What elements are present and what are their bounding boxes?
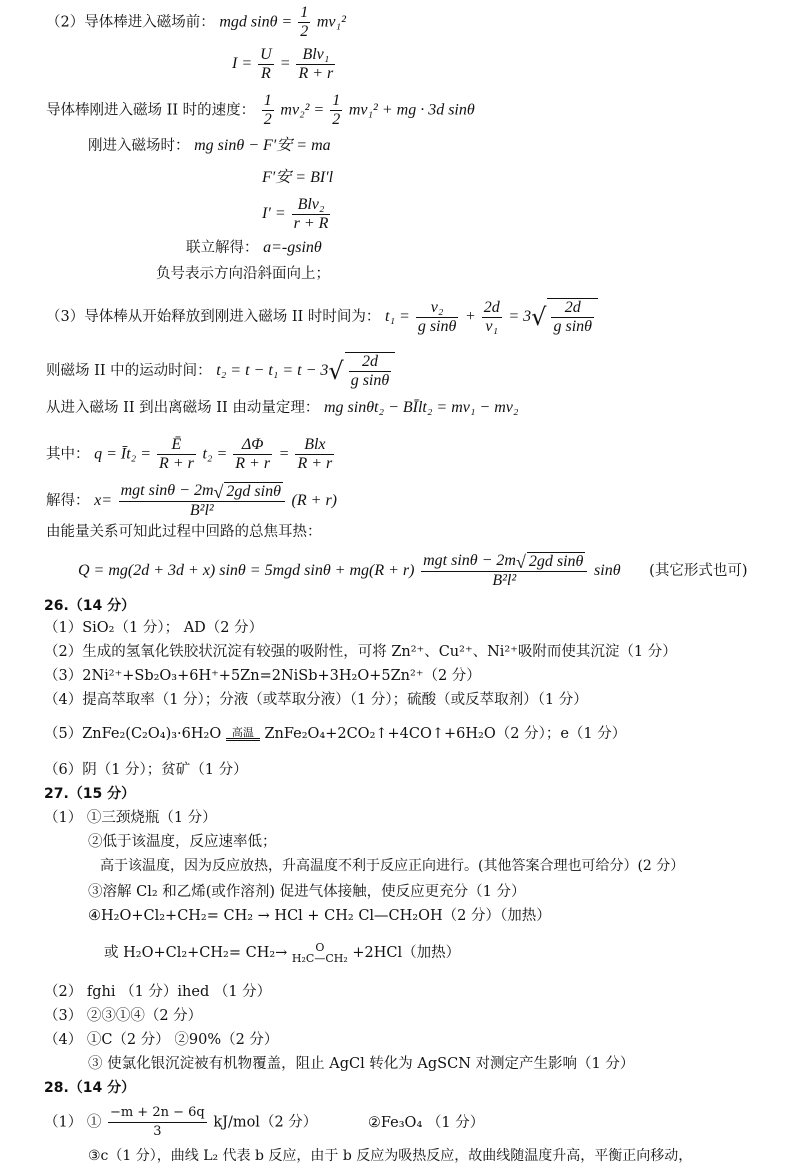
p2-enter-eq: mg sinθ − F′安 = ma [194, 137, 331, 154]
p3-eq3: = 3 [508, 308, 532, 325]
p3-x-frac [119, 482, 285, 520]
p3-q-frac1 [157, 436, 196, 473]
q27-l4: ③溶解 Cl₂ 和乙烯(或作溶剂) 促进气体接触，使反应更充分（1 分） [88, 884, 526, 900]
p3-q2-tail: sinθ [594, 562, 621, 579]
q28-head: 28.（14 分） [44, 1080, 136, 1096]
p2-speed-label: 导体棒刚进入磁场 II 时的速度： [46, 102, 256, 119]
p2-head: （2）导体棒进入磁场前： [46, 14, 215, 31]
p3-x-line [46, 482, 337, 520]
p3-sqrt-frac [551, 299, 594, 336]
p3-t2-sq-d: g sinθ [350, 372, 390, 389]
p3-q-f1d: R + r [159, 455, 194, 472]
p2-eq2-f2d: R + r [298, 65, 334, 82]
p3-q-frac2 [233, 436, 272, 473]
q27-head: 27.（15 分） [44, 786, 136, 802]
q28-l2: ③c（1 分），曲线 L₂ 代表 b 反应，由于 b 反应为吸热反应，故曲线随温度升高，平衡正向移动， [88, 1148, 693, 1164]
p2-speed-f2n: 1 [332, 92, 341, 109]
p3-q-f3d: R + r [297, 455, 333, 472]
q27-l6 [104, 942, 460, 964]
p3-q-label: 其中： [46, 446, 90, 463]
p3-q-f1n: Ē [157, 436, 196, 455]
high-temp-arrow [226, 727, 260, 741]
p3-x-den: B²l² [189, 502, 214, 519]
p3-head: （3）导体棒从开始释放到刚进入磁场 II 时时间为： [46, 309, 381, 325]
p3-t2-sq-n: 2d [349, 353, 392, 372]
p3-q-line [46, 436, 336, 473]
p2-speed-tail2: mv₁² + mg · 3d sinθ [348, 101, 475, 119]
q26-l5 [44, 724, 626, 744]
q26-l5-a: （5）ZnFe₂(C₂O₄)₃·6H₂O [44, 726, 222, 742]
q26-l2: （2）生成的氢氧化铁胶状沉淀有较强的吸附性，可将 Zn²⁺、Cu²⁺、Ni²⁺吸附而使其沉淀（1 分） [44, 644, 677, 660]
q28-l1-frac [108, 1104, 207, 1141]
q26-l6: （6）阴（1 分）；贫矿（1 分） [44, 762, 248, 778]
p3-x-num-a: mgt sinθ − 2m [120, 482, 214, 500]
p2-eq1-den: 2 [300, 23, 309, 40]
p3-mom-line [46, 398, 518, 418]
p3-t1: t₁ = [385, 308, 414, 325]
p3-x-num-sq: 2gd sinθ [226, 483, 281, 500]
sqrt-icon: √ [328, 357, 344, 385]
p3-x-tail: (R + r) [291, 492, 337, 509]
p3-x-num [119, 482, 285, 502]
p2-solve-line [186, 238, 322, 258]
p3-energy-label: 由能量关系可知此过程中回路的总焦耳热： [46, 524, 322, 540]
p3-frac1 [416, 299, 459, 336]
p2-solve-eq: a=-gsinθ [263, 239, 322, 256]
p3-t2-line [46, 352, 395, 390]
q27-l5: ④H₂O+Cl₂+CH₂= CH₂ → HCl + CH₂ Cl—CH₂OH（2 分）（加热） [88, 908, 551, 924]
p3-t2-eq: t₂ = t − t₁ = t − 3 [216, 362, 329, 379]
p3-q2-line [78, 552, 747, 590]
p3-q-f3n: Blx [295, 436, 334, 455]
p2-eq1-tail: mv₁² [316, 13, 346, 31]
p2-eq2-eq: = [279, 55, 295, 73]
sqrt-icon: √ [213, 481, 224, 502]
p2-eq2-f2n: Blv₁ [296, 46, 335, 65]
p3-plus: + [464, 308, 480, 325]
p3-x-label: 解得： [46, 493, 90, 509]
p3-sq-d: g sinθ [553, 318, 592, 335]
p3-f2d: v₁ [485, 317, 499, 335]
p2-i-lhs: I′ = [262, 205, 290, 223]
p3-x-lhs: x= [94, 492, 113, 509]
q26-l5-cond: 高温 [231, 726, 254, 739]
p3-q2-den: B²l² [492, 572, 517, 589]
p2-enter-label: 刚进入磁场时： [88, 138, 190, 154]
p3-q-lhs: q = Īt₂ = [94, 445, 156, 463]
p2-eq2-frac2 [296, 46, 335, 83]
q27-l9: （4） ①C（2 分） ②90%（2 分） [44, 1032, 279, 1048]
p3-t2-sqrt-frac [349, 353, 392, 390]
p2-note: 负号表示方向沿斜面向上； [156, 266, 330, 282]
p2-eq2-f1n: U [260, 46, 272, 63]
q26-head: 26.（14 分） [44, 598, 136, 614]
p2-line-head [46, 4, 346, 41]
p2-eq1-num: 1 [300, 4, 309, 21]
epoxide-structure [292, 942, 348, 964]
q28-l1-num: −m + 2n − 6q [108, 1104, 207, 1123]
q26-l1: （1）SiO₂（1 分）； AD（2 分） [44, 620, 264, 636]
p2-speed-f1d: 2 [263, 111, 272, 128]
p3-q-mid: t₂ = [202, 445, 232, 463]
p3-q2-a: Q = mg(2d + 3d + x) sinθ = 5mgd sinθ + mg(R + r) [78, 562, 415, 579]
q27-l8: （3） ②③①④（2 分） [44, 1008, 203, 1024]
p2-i-eq [262, 196, 332, 233]
p3-t2-sqrt [345, 352, 396, 390]
p2-eq2 [232, 46, 337, 83]
p3-f1d: g sinθ [417, 317, 457, 335]
p2-solve-label: 联立解得： [186, 240, 259, 256]
epoxide-ring: H₂C—CH₂ [291, 952, 348, 965]
q27-l6-b: +2HCl（加热） [352, 945, 461, 961]
p2-enter-line [88, 136, 331, 156]
p2-eq2-f1d: R [261, 65, 271, 82]
p3-f2n: 2d [483, 298, 500, 316]
q27-l10: ③ 使氯化银沉淀被有机物覆盖，阻止 AgCl 转化为 AgSCN 对测定产生影响（1 分） [88, 1056, 635, 1072]
epoxide-oxygen: O [315, 941, 325, 954]
p3-f1n: v₂ [416, 299, 459, 318]
p2-eq2-lhs: I = [232, 55, 257, 73]
q28-l1 [44, 1104, 484, 1141]
p2-speed-frac2 [330, 92, 342, 129]
p3-sq-n: 2d [551, 299, 594, 318]
p3-q-eq: = [278, 445, 294, 463]
q27-l1: （1） ①三颈烧瓶（1 分） [44, 810, 217, 826]
p3-q-f2n: ΔΦ [233, 436, 272, 455]
p3-q2-num-a: mgt sinθ − 2m [423, 552, 516, 570]
q28-l1-c: ②Fe₃O₄ （1 分） [367, 1114, 485, 1131]
p3-sqrt [547, 298, 598, 336]
p2-speed-f2d: 2 [332, 111, 341, 128]
p3-mom-eq: mg sinθt₂ − BĪlt₂ = mv₁ − mv₂ [323, 399, 519, 416]
q26-l3: （3）2Ni²⁺+Sb₂O₃+6H⁺+5Zn=2NiSb+3H₂O+5Zn²⁺（2 分） [44, 668, 481, 684]
p2-f-eq: F′安 = BI′l [262, 169, 334, 186]
q26-l4: （4）提高萃取率（1 分）；分液（或萃取分液）（1 分）；硫酸（或反萃取剂）（1 分） [44, 692, 588, 708]
p3-q2-num-sq: 2gd sinθ [528, 553, 584, 570]
q27-l3: 高于该温度，因为反应放热，升高温度不利于反应正向进行。(其他答案合理也可给分）(2 分） [100, 858, 685, 874]
p2-speed-frac1 [262, 92, 274, 129]
sqrt-icon: √ [531, 303, 547, 331]
q27-l7: （2） fghi （1 分）ihed （1 分） [44, 984, 272, 1000]
q28-l1-a: （1） ① [44, 1114, 102, 1131]
p2-eq1: mgd sinθ = [219, 13, 297, 31]
p3-t2-label: 则磁场 II 中的运动时间： [46, 363, 212, 379]
p3-head-line [46, 298, 598, 336]
q28-l1-b: kJ/mol（2 分） [213, 1114, 318, 1131]
p3-mom-label: 从进入磁场 II 到出离磁场 II 由动量定理： [46, 400, 320, 416]
p2-eq2-frac1 [258, 46, 274, 83]
q26-l5-b: ZnFe₂O₄+2CO₂↑+4CO↑+6H₂O（2 分）；e（1 分） [264, 726, 627, 742]
p3-frac2 [482, 299, 502, 336]
p2-i-num: Blv₂ [292, 196, 331, 215]
p2-speed-line [46, 92, 475, 129]
p2-speed-tail1: mv₂² = [280, 101, 329, 119]
p3-q2-num [421, 552, 587, 572]
q27-l6-a: 或 H₂O+Cl₂+CH₂= CH₂→ [104, 945, 288, 961]
p3-q2-frac [421, 552, 587, 590]
p3-q2-note: (其它形式也可) [649, 563, 748, 579]
p2-i-den: r + R [293, 215, 329, 232]
p2-eq1-frac [298, 4, 310, 41]
p3-q-frac3 [295, 436, 334, 473]
p2-speed-f1n: 1 [263, 92, 272, 109]
q28-l1-den: 3 [153, 1124, 162, 1139]
q27-l2: ②低于该温度，反应速率低； [88, 834, 277, 850]
p3-q-f2d: R + r [235, 455, 271, 472]
sqrt-icon: √ [515, 551, 526, 572]
p2-i-frac [292, 196, 331, 233]
